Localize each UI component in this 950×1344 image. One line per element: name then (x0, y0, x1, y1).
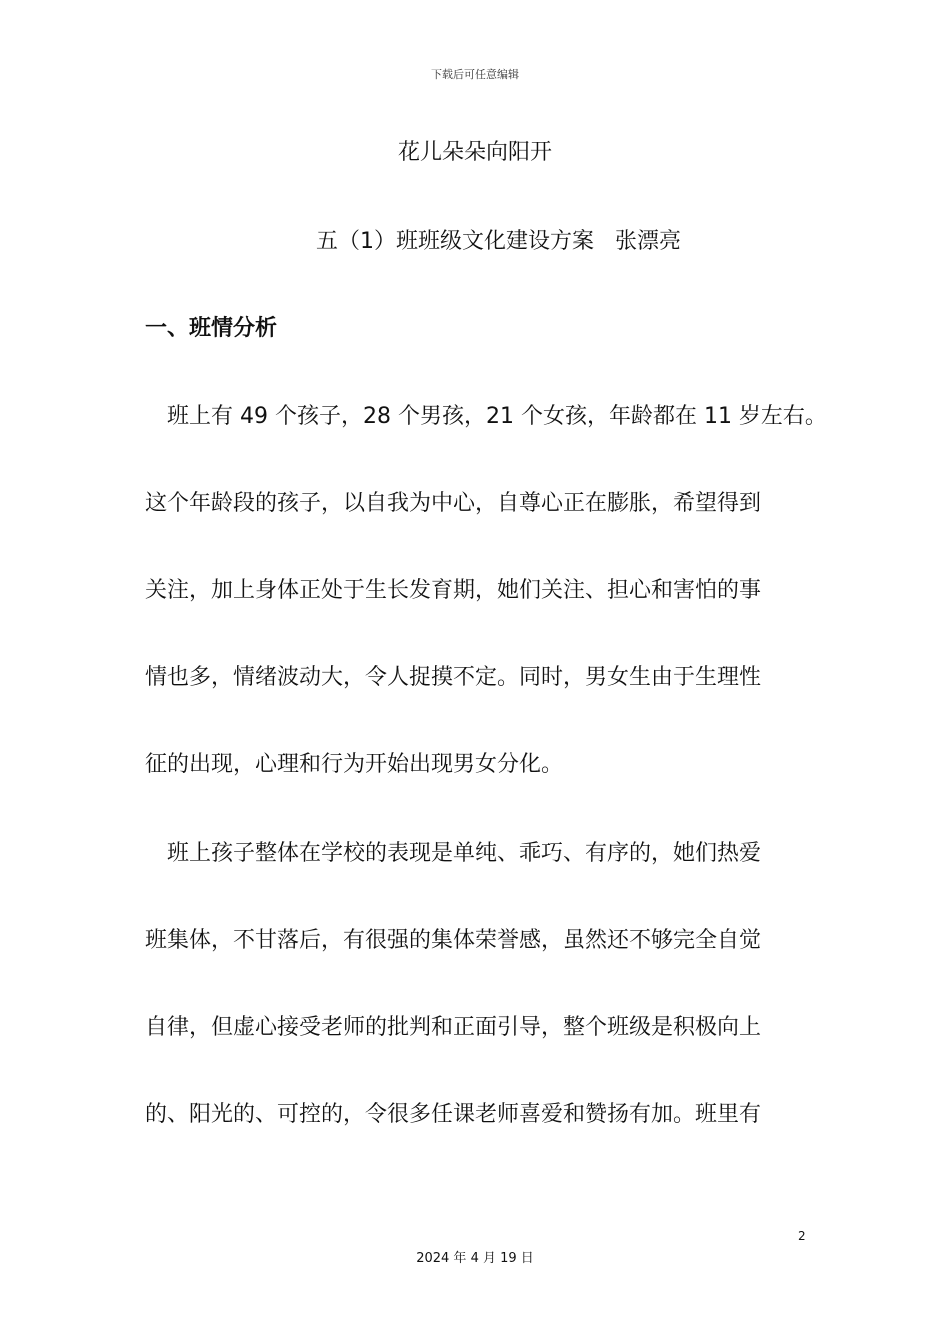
paragraph-line: 的、阳光的、可控的，令很多任课老师喜爱和赞扬有加。班里有 (145, 1102, 762, 1127)
footer-date: 2024 年 4 月 19 日 (416, 1251, 534, 1266)
header-note: 下载后可任意编辑 (431, 68, 519, 81)
paragraph-line: 征的出现，心理和行为开始出现男女分化。 (145, 752, 564, 777)
paragraph-line: 关注，加上身体正处于生长发育期，她们关注、担心和害怕的事 (145, 578, 762, 603)
paragraph-line: 情也多，情绪波动大，令人捉摸不定。同时，男女生由于生理性 (145, 665, 762, 690)
section-heading: 一、班情分析 (145, 316, 278, 341)
paragraph-line: 这个年龄段的孩子，以自我为中心，自尊心正在膨胀，希望得到 (145, 491, 762, 516)
document-title: 花儿朵朵向阳开 (397, 140, 552, 165)
page-number: 2 (798, 1229, 806, 1243)
paragraph-line: 自律，但虚心接受老师的批判和正面引导，整个班级是积极向上 (145, 1015, 762, 1040)
paragraph-line: 班上孩子整体在学校的表现是单纯、乖巧、有序的，她们热爱 (145, 841, 762, 866)
paragraph (145, 401, 825, 836)
document-subtitle: 五（1）班班级文化建设方案 张漂亮 (316, 229, 681, 254)
paragraph (145, 838, 825, 1186)
paragraph-line: 班集体，不甘落后，有很强的集体荣誉感，虽然还不够完全自觉 (145, 928, 762, 953)
paragraph-line: 班上有 49 个孩子，28 个男孩，21 个女孩，年龄都在 11 岁左右。 (145, 404, 827, 429)
